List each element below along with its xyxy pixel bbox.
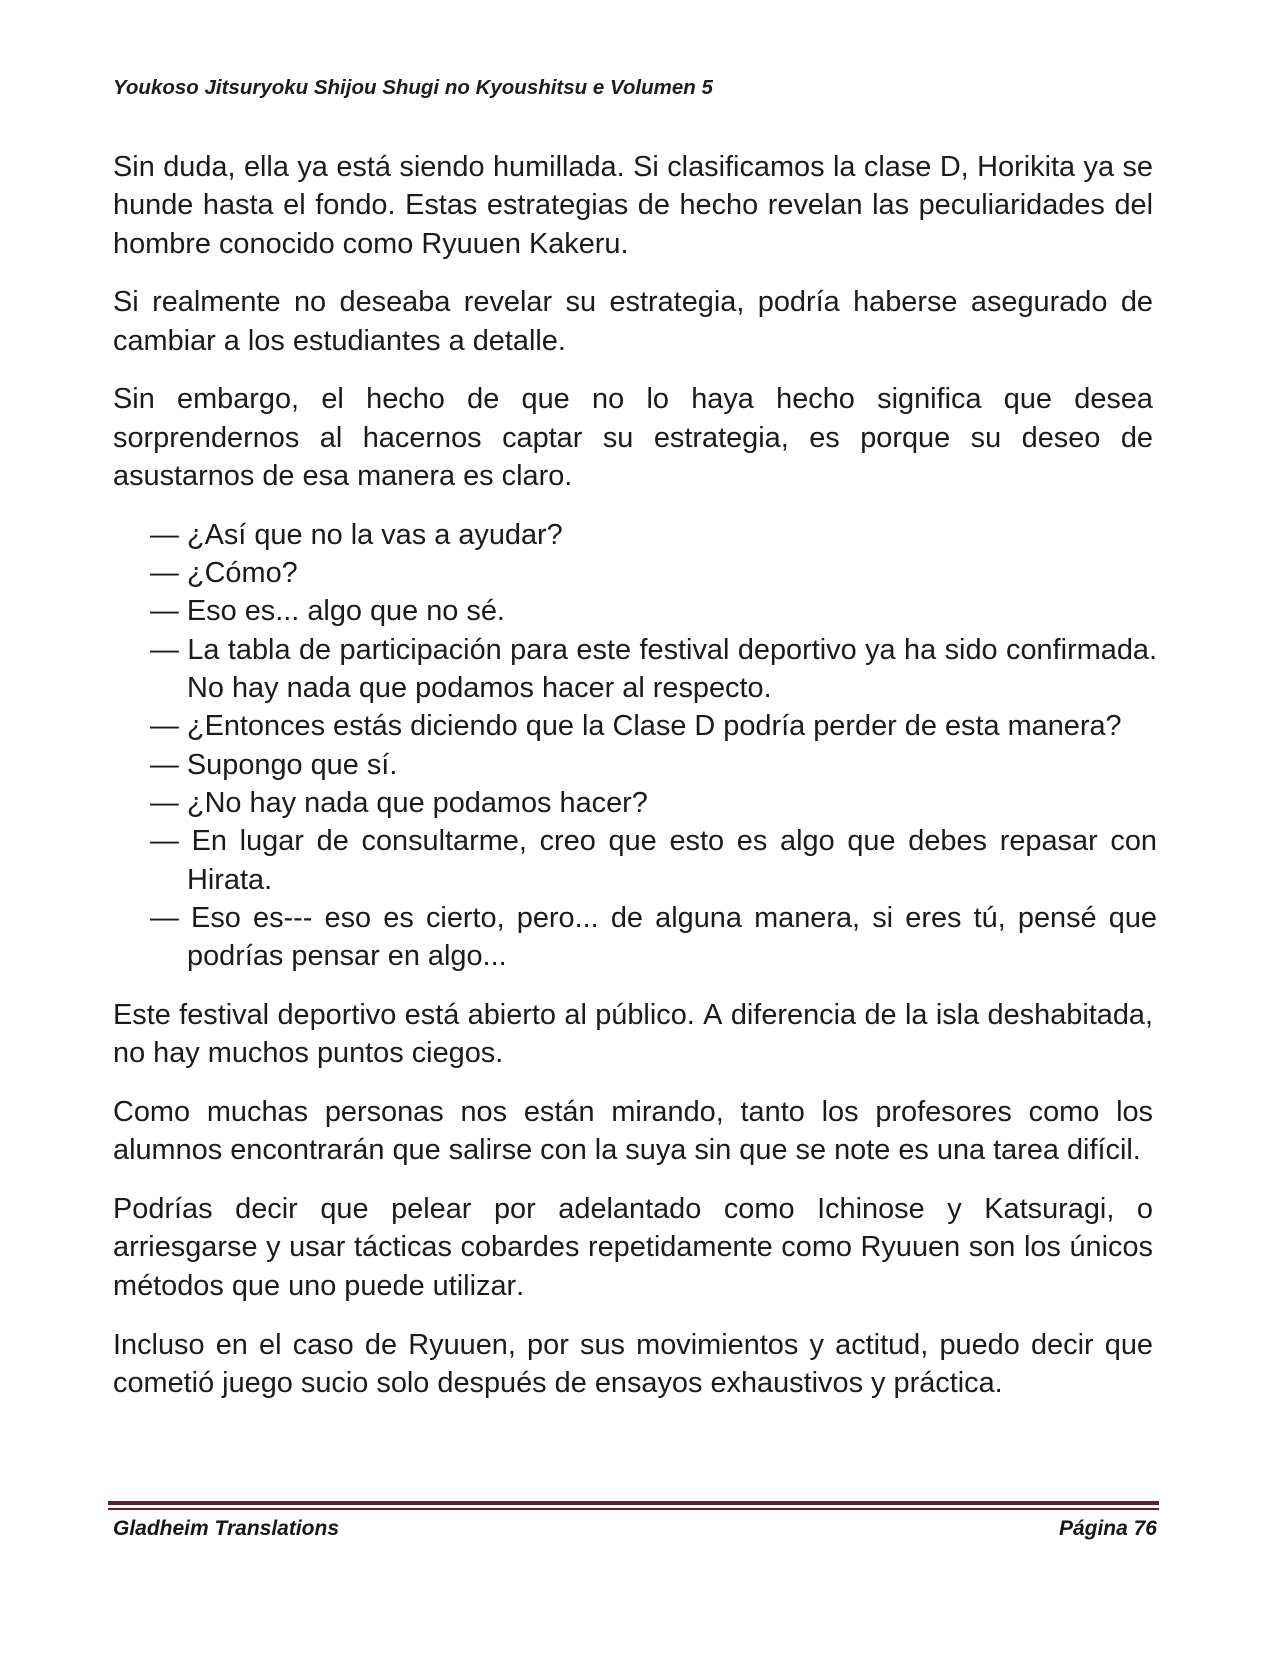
footer-rule-thin <box>108 1508 1159 1510</box>
paragraph: Podrías decir que pelear por adelantado como Ichinose y Katsuragi, o arriesgarse y usar tácticas cobardes repetidamente como Ryuuen son los únicos métodos que uno puede utilizar. <box>113 1193 1153 1302</box>
dialogue-line: — ¿Así que no la vas a ayudar? <box>150 518 563 551</box>
dialogue-line: — ¿Entonces estás diciendo que la Clase D podría perder de esta manera? <box>150 710 1122 743</box>
page-body <box>113 148 1157 1423</box>
paragraph: Este festival deportivo está abierto al público. A diferencia de la isla deshabitada, no hay muchos puntos ciegos. <box>113 998 1153 1070</box>
footer-translator: Gladheim Translations <box>113 1517 340 1540</box>
footer-rule-thick <box>108 1501 1159 1505</box>
paragraph: Incluso en el caso de Ryuuen, por sus movimientos y actitud, puedo decir que cometió juego sucio solo después de ensayos exhaustivos y práctica. <box>113 1328 1153 1399</box>
dialogue-line: — ¿No hay nada que podamos hacer? <box>150 786 648 819</box>
running-header: Youkoso Jitsuryoku Shijou Shugi no Kyoushitsu e Volumen 5 <box>113 76 713 99</box>
dialogue-block <box>150 516 1157 976</box>
dialogue-line: — Eso es--- eso es cierto, pero... de alguna manera, si eres tú, pensé que podrías pensar en algo... <box>150 901 1157 973</box>
paragraph: Como muchas personas nos están mirando, tanto los profesores como los alumnos encontrarán que salirse con la suya sin que se note es una tarea difícil. <box>113 1096 1153 1167</box>
dialogue-line: — ¿Cómo? <box>150 557 298 590</box>
dialogue-line: — En lugar de consultarme, creo que esto es algo que debes repasar con Hirata. <box>150 825 1157 896</box>
paragraph: Sin embargo, el hecho de que no lo haya hecho significa que desea sorprendernos al hacernos captar su estrategia, es porque su deseo de asustarnos de esa manera es claro. <box>113 383 1153 493</box>
dialogue-line: — Eso es... algo que no sé. <box>150 595 505 628</box>
dialogue-line: — Supongo que sí. <box>150 748 398 781</box>
paragraph: Si realmente no deseaba revelar su estrategia, podría haberse asegurado de cambiar a los estudiantes a detalle. <box>113 286 1153 357</box>
paragraph: Sin duda, ella ya está siendo humillada. Si clasificamos la clase D, Horikita ya se hunde hasta el fondo. Estas estrategias de hecho revelan las peculiaridades del hombre conocido como Ryuuen Kakeru. <box>113 151 1153 260</box>
dialogue-line: — La tabla de participación para este festival deportivo ya ha sido confirmada. No hay nada que podamos hacer al respecto. <box>150 633 1157 705</box>
footer-page-number: Página 76 <box>1058 1517 1157 1540</box>
